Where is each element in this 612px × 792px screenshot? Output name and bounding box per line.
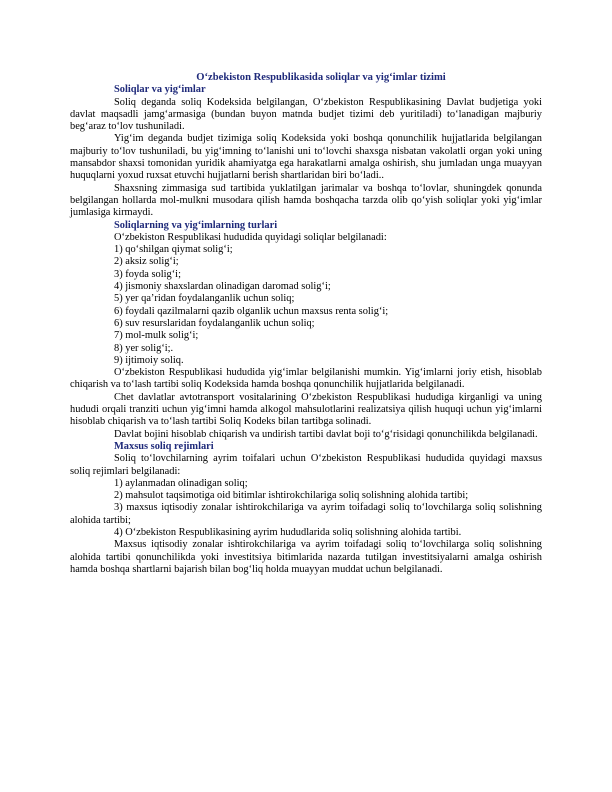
list-item: 6) foydali qazilmalarni qazib olganlik uchun maxsus renta solig‘i; <box>114 305 389 317</box>
document-page <box>70 72 542 576</box>
list-item: 4) O‘zbekiston Respublikasining ayrim hududlarida soliq solishning alohida tartibi. <box>114 526 462 538</box>
paragraph: Maxsus iqtisodiy zonalar ishtirokchilariga va ayrim toifadagi soliq to‘lovchilarga soliq solishning alohida tartibi qonunchilikda yoki investitsiya bitimlarida nazarda tutilgan investitsiyalarni amalga oshirish hamda boshqa shartlarni bajarish bilan bog‘liq holda muayyan muddat uchun belgilanadi. <box>70 539 542 575</box>
paragraph: Yig‘im deganda budjet tizimiga soliq Kodeksida yoki boshqa qonunchilik hujjatlarida belgilangan majburiy to‘lov tushuniladi, bu yig‘imning to‘lanishi uni to‘lovchi shaxsga nisbatan vakolatli organ yoki uning mansabdor shaxsi tomonidan yuridik ahamiyatga ega harakatlarni amalga oshirish, shu jumladan unga muayyan huquqlarni yoxud ruxsat etuvchi hujjatlarni berish shartlaridan biri bo‘ladi.. <box>70 133 542 182</box>
list-item: 1) aylanmadan olinadigan soliq; <box>114 477 248 489</box>
list-item: 2) aksiz solig‘i; <box>114 256 179 268</box>
list-item: 7) mol-mulk solig‘i; <box>114 330 199 342</box>
list-item: 3) maxsus iqtisodiy zonalar ishtirokchilariga va ayrim toifadagi soliq to‘lovchilarga soliq solishning alohida tartibi; <box>70 502 542 526</box>
section-heading-tax-types: Soliqlarning va yig‘imlarning turlari <box>114 219 278 231</box>
section-heading-special-tax-regimes: Maxsus soliq rejimlari <box>114 440 214 452</box>
list-item: 3) foyda solig‘i; <box>114 268 181 280</box>
paragraph: Shaxsning zimmasiga sud tartibida yuklatilgan jarimalar va boshqa to‘lovlar, shuningdek qonunda belgilangan hollarda mol-mulkni musodara qilish hamda boshqacha tarzda olib qo‘yish soliqlar yoki yig‘imlar jumlasiga kirmaydi. <box>70 182 542 219</box>
list-item: 5) yer qa’ridan foydalanganlik uchun soliq; <box>114 293 295 305</box>
page-title: O‘zbekiston Respublikasida soliqlar va yig‘imlar tizimi <box>196 72 446 83</box>
list-item: 8) yer solig‘i;. <box>114 342 174 354</box>
paragraph: O‘zbekiston Respublikasi hududida yig‘imlar belgilanishi mumkin. Yig‘imlarni joriy etish, hisoblab chiqarish va to‘lash tartibi soliq Kodeksida hamda boshqa qonunchilik hujjatlarida belgilanadi. <box>70 367 542 391</box>
section-heading-taxes-and-fees: Soliqlar va yig‘imlar <box>114 84 206 96</box>
paragraph: Soliq to‘lovchilarning ayrim toifalari uchun O‘zbekiston Respublikasi hududida quyidagi maxsus soliq rejimlari belgilanadi: <box>70 453 542 477</box>
paragraph: Davlat bojini hisoblab chiqarish va undirish tartibi davlat boji to‘g‘risidagi qonunchilikda belgilanadi. <box>114 428 538 440</box>
list-item: 9) ijtimoiy soliq. <box>114 354 184 366</box>
paragraph: Chet davlatlar avtotransport vositalarining O‘zbekiston Respublikasi hududiga kirganligi va uning hududi orqali tranziti uchun yig‘imni hamda alkogol mahsulotlarini realizatsiya qilish huquqi uchun yig‘imlarni hisoblab chiqarish va to‘lash tartibi Soliq Kodeks bilan tartibga solinadi. <box>70 391 542 428</box>
list-intro: O‘zbekiston Respublikasi hududida quyidagi soliqlar belgilanadi: <box>114 231 387 243</box>
paragraph: Soliq deganda soliq Kodeksida belgilangan, O‘zbekiston Respublikasining Davlat budjetiga yoki davlat maqsadli jamg‘armasiga (bundan buyon matnda budjet tizimi deb yuritiladi) to‘lanadigan majburiy beg‘araz to‘lov tushuniladi. <box>70 96 542 133</box>
list-item: 2) mahsulot taqsimotiga oid bitimlar ishtirokchilariga soliq solishning alohida tartibi; <box>114 490 469 502</box>
list-item: 1) qo‘shilgan qiymat solig‘i; <box>114 244 233 256</box>
list-item: 6) suv resurslaridan foydalanganlik uchun soliq; <box>114 317 315 329</box>
list-item: 4) jismoniy shaxslardan olinadigan daromad solig‘i; <box>114 281 331 293</box>
